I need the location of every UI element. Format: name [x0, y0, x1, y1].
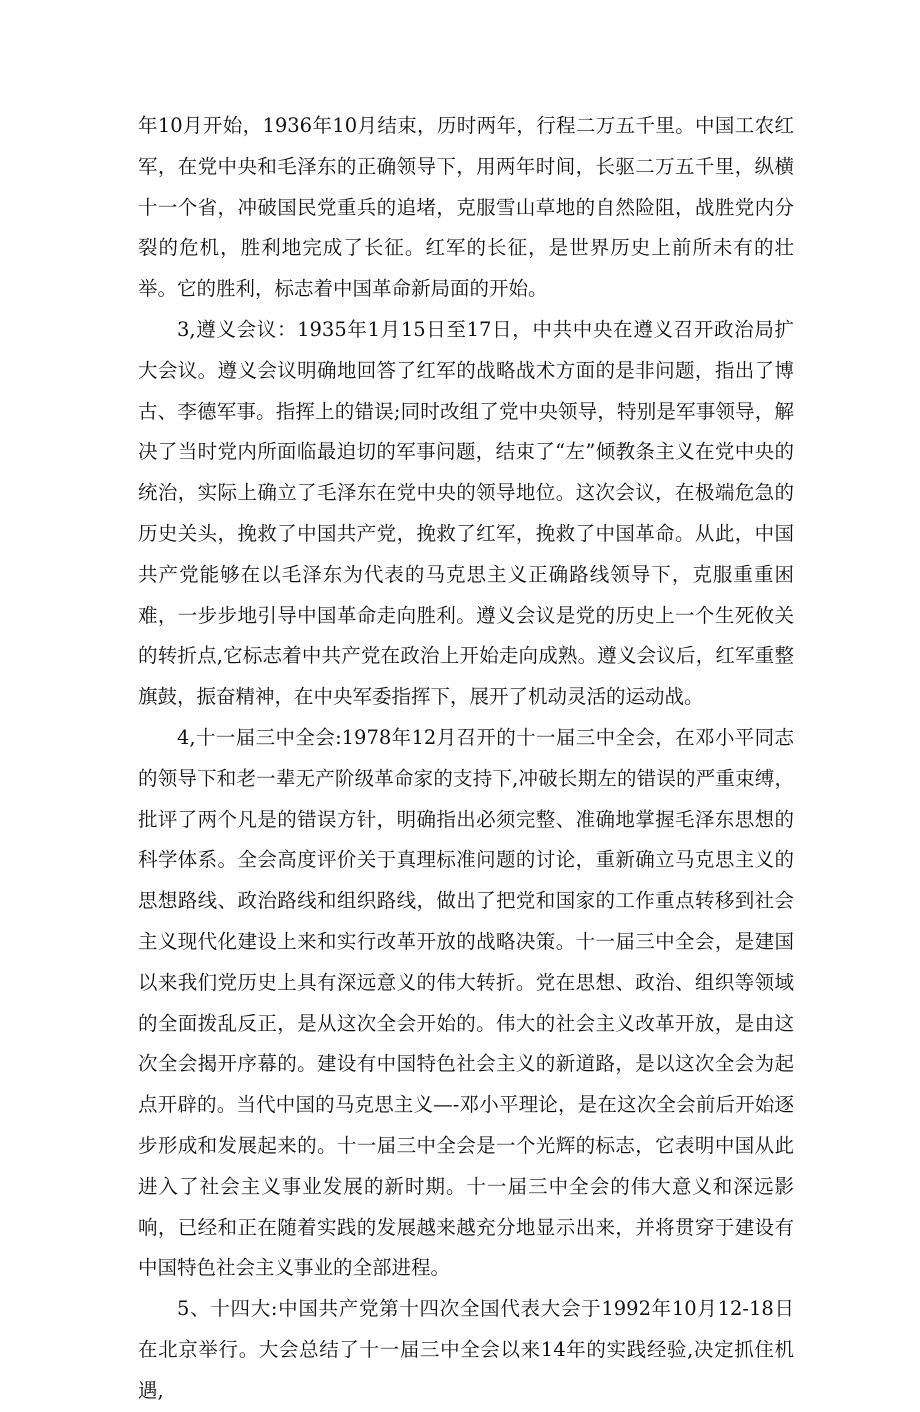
document-body [138, 106, 794, 1412]
paragraph-long-march: 年10月开始，1936年10月结束，历时两年，行程二万五千里。中国工农红军，在党中央和毛泽东的正确领导下，用两年时间，长驱二万五千里，纵横十一个省，冲破国民党重兵的追堵，克服雪山草地的自然险阻，战胜党内分裂的危机，胜利地完成了长征。红军的长征，是世界历史上前所未有的壮举。它的胜利，标志着中国革命新局面的开始。 [138, 114, 794, 301]
paragraph-14th-congress: 5、十四大:中国共产党第十四次全国代表大会于1992年10月12-18日在北京举行。大会总结了十一届三中全会以来14年的实践经验,决定抓住机遇, [138, 1297, 794, 1402]
paragraph-zunyi-conference: 3,遵义会议：1935年1月15日至17日，中共中央在遵义召开政治局扩大会议。遵义会议明确地回答了红军的战略战术方面的是非问题，指出了博古、李德军事。指挥上的错误;同时改组了党中央领导，特别是军事领导，解决了当时党内所面临最迫切的军事问题，结束了“左”倾教条主义在党中央的统治，实际上确立了毛泽东在党中央的领导地位。这次会议，在极端危急的历史关头，挽救了中国共产党，挽救了红军，挽救了中国革命。从此，中国共产党能够在以毛泽东为代表的马克思主义正确路线领导下，克服重重困难，一步步地引导中国革命走向胜利。遵义会议是党的历史上一个生死攸关的转折点,它标志着中共产党在政治上开始走向成熟。遵义会议后，红军重整旗鼓，振奋精神，在中央军委指挥下，展开了机动灵活的运动战。 [138, 317, 794, 709]
paragraph-third-plenary-session: 4,十一届三中全会:1978年12月召开的十一届三中全会，在邓小平同志的领导下和老一辈无产阶级革命家的支持下,冲破长期左的错误的严重束缚，批评了两个凡是的错误方针，明确指出必须完整、准确地掌握毛泽东思想的科学体系。全会高度评价关于真理标准问题的讨论，重新确立马克思主义的思想路线、政治路线和组织路线，做出了把党和国家的工作重点转移到社会主义现代化建设上来和实行改革开放的战略决策。十一届三中全会，是建国以来我们党历史上具有深远意义的伟大转折。党在思想、政治、组织等领域的全面拨乱反正，是从这次全会开始的。伟大的社会主义改革开放，是由这次全会揭开序幕的。建设有中国特色社会主义的新道路，是以这次全会为起点开辟的。当代中国的马克思主义—-邓小平理论，是在这次全会前后开始逐步形成和发展起来的。十一届三中全会是一个光辉的标志，它表明中国从此进入了社会主义事业发展的新时期。十一届三中全会的伟大意义和深远影响，已经和正在随着实践的发展越来越充分地显示出来，并将贯穿于建设有中国特色社会主义事业的全部进程。 [138, 725, 794, 1280]
